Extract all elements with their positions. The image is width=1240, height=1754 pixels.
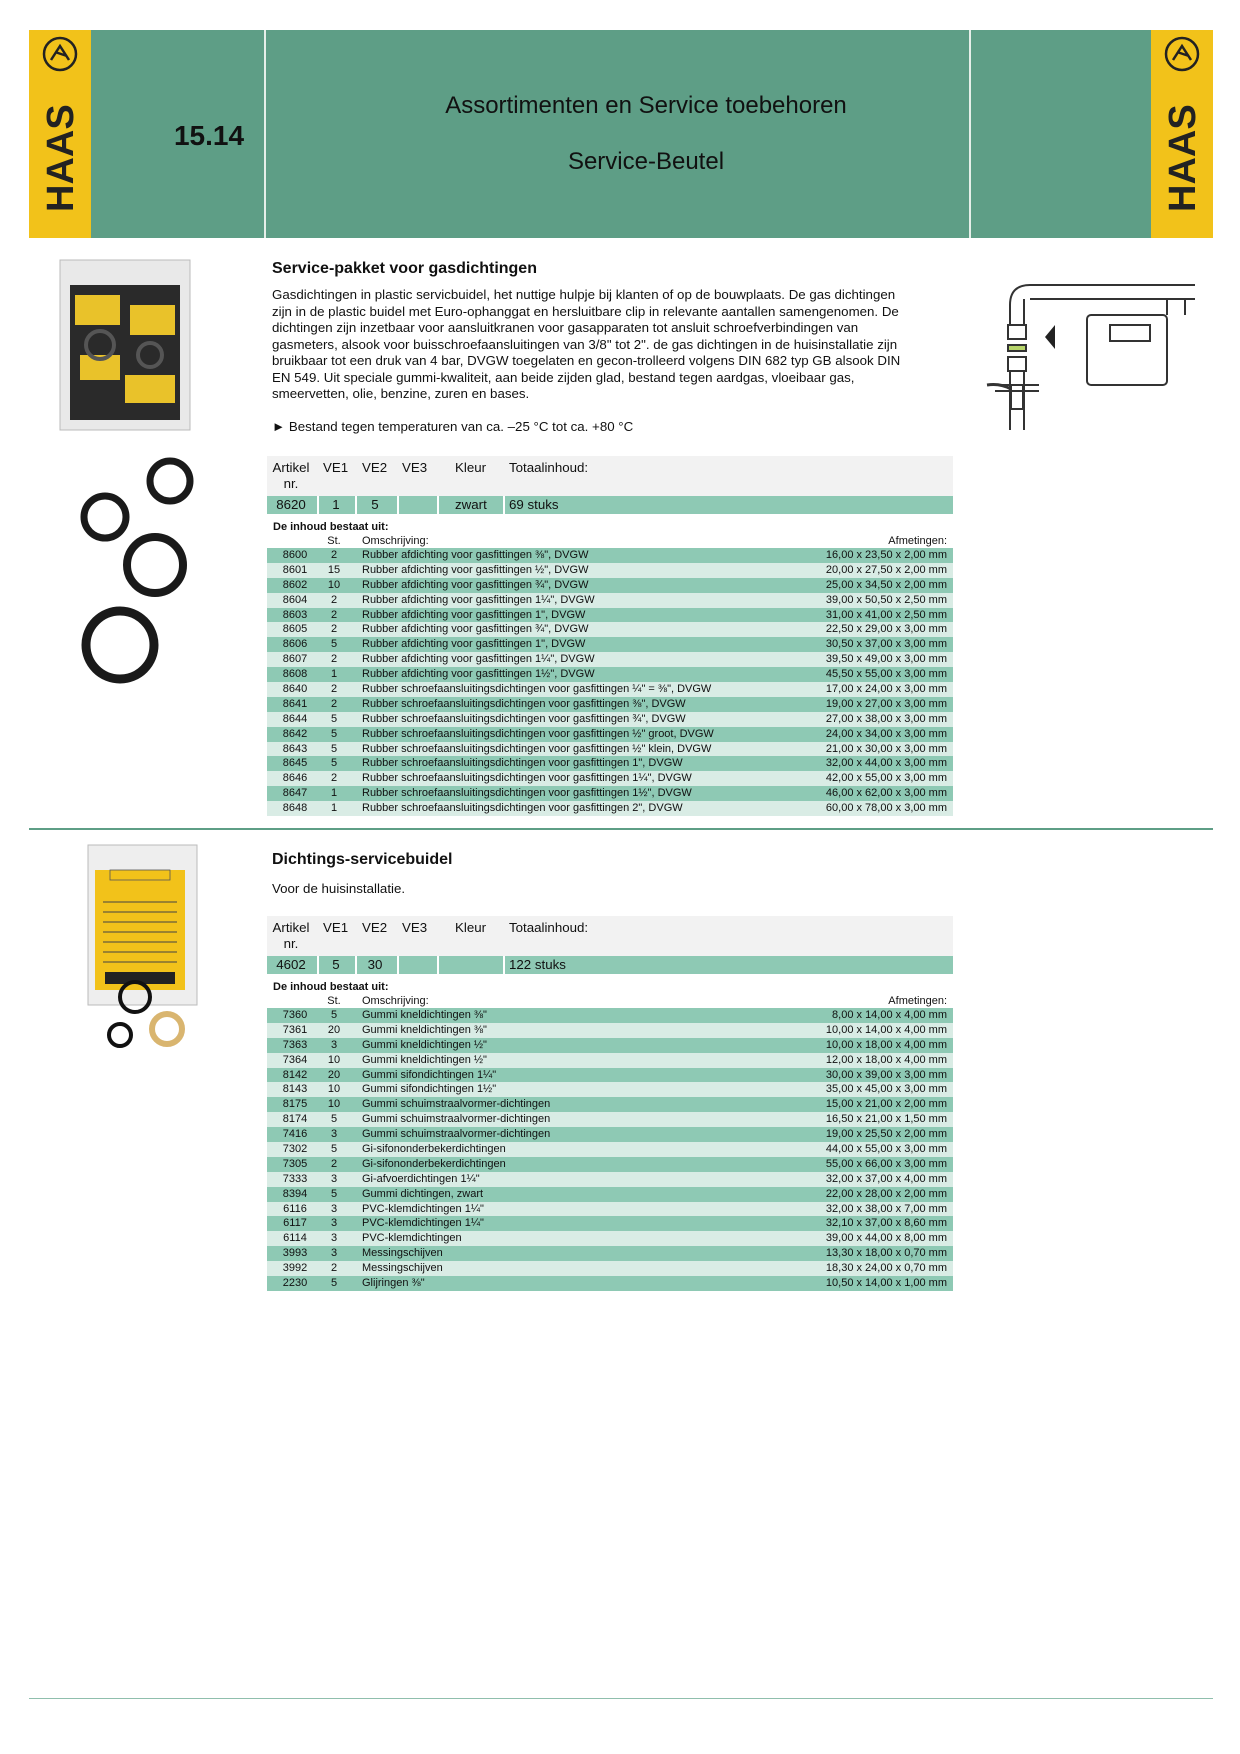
article-row bbox=[267, 956, 953, 974]
col-desc: Omschrijving: bbox=[362, 995, 429, 1007]
item-nr: 8640 bbox=[282, 683, 308, 696]
table-row bbox=[267, 1068, 953, 1083]
table-row bbox=[267, 548, 953, 563]
item-desc: Gummi schuimstraalvormer-dichtingen bbox=[362, 1113, 551, 1126]
item-nr: 7361 bbox=[282, 1023, 308, 1036]
item-dims: 44,00 x 55,00 x 3,00 mm bbox=[825, 1143, 947, 1156]
gasket-bag-photo bbox=[55, 255, 195, 435]
item-qty: 3 bbox=[330, 1172, 338, 1185]
col-qty: St. bbox=[327, 995, 341, 1007]
item-qty: 5 bbox=[330, 727, 338, 740]
item-dims: 32,10 x 37,00 x 8,60 mm bbox=[825, 1217, 947, 1230]
col-ve3: VE3 bbox=[402, 920, 428, 935]
item-dims: 46,00 x 62,00 x 3,00 mm bbox=[825, 787, 947, 800]
item-qty: 5 bbox=[330, 712, 338, 725]
item-desc: Rubber afdichting voor gasfittingen ½", DVGW bbox=[362, 563, 589, 576]
item-qty: 2 bbox=[330, 549, 338, 561]
item-qty: 10 bbox=[327, 578, 341, 591]
item-desc: Rubber schroefaansluitingsdichtingen voor gasfittingen ⅜", DVGW bbox=[362, 697, 686, 710]
gas-meter-diagram bbox=[975, 265, 1205, 440]
item-nr: 8174 bbox=[282, 1113, 308, 1126]
haas-logo-icon bbox=[29, 30, 91, 238]
item-dims: 15,00 x 21,00 x 2,00 mm bbox=[825, 1098, 947, 1111]
item-desc: Rubber afdichting voor gasfittingen 1¼", DVGW bbox=[362, 593, 595, 606]
item-qty: 5 bbox=[330, 1113, 338, 1126]
item-nr: 8606 bbox=[282, 638, 308, 651]
item-desc: Gi-sifononderbekerdichtingen bbox=[362, 1157, 506, 1170]
col-ve1: VE1 bbox=[323, 920, 349, 935]
item-nr: 8143 bbox=[282, 1083, 308, 1096]
item-dims: 13,30 x 18,00 x 0,70 mm bbox=[825, 1247, 947, 1260]
table-row bbox=[267, 622, 953, 637]
col-ve1: VE1 bbox=[323, 460, 349, 475]
item-desc: PVC-klemdichtingen 1¼" bbox=[362, 1202, 484, 1215]
contents-caption: De inhoud bestaat uit: bbox=[273, 521, 389, 533]
item-dims: 35,00 x 45,00 x 3,00 mm bbox=[825, 1083, 947, 1096]
section-description: Gasdichtingen in plastic servicbuidel, het nuttige hulpje bij klanten of op de bouwplaats. De gas dichtingen zijn in de plastic buidel met Euro-ophanggat en hersluitbare clip in relevante aantallen samengenomen. De dichtingen zijn inzetbaar voor aansluitkranen voor gasapparaten tot ansluit schroefverbindingen van gasmeters, alsook voor buisschroefaansluitingen van 3/8" tot 2". de gas dichtingen in de huisinstallatie zijn bruikbaar tot een druk van 4 bar, DVGW toegelaten en gecon-trolleerd volgens DIN 682 typ GB alsook DIN EN 549. Uit speciale gummi-kwaliteit, aan beide zijden glad, bestand tegen aardgas, vloeibaar gas, smeervetten, olie, benzine, zuren en bases. bbox=[272, 287, 901, 401]
item-desc: Rubber schroefaansluitingsdichtingen voor gasfittingen ½" klein, DVGW bbox=[362, 742, 712, 755]
item-desc: Messingschijven bbox=[362, 1247, 443, 1260]
table-row bbox=[267, 1023, 953, 1038]
contents-table bbox=[267, 520, 953, 816]
item-nr: 7363 bbox=[282, 1038, 308, 1051]
item-dims: 45,50 x 55,00 x 3,00 mm bbox=[825, 668, 947, 681]
item-qty: 20 bbox=[327, 1023, 341, 1036]
item-nr: 7416 bbox=[282, 1128, 308, 1141]
item-desc: Gi-sifononderbekerdichtingen bbox=[362, 1143, 506, 1156]
item-qty: 2 bbox=[330, 593, 338, 606]
item-dims: 39,00 x 50,50 x 2,50 mm bbox=[825, 593, 947, 606]
table-row bbox=[267, 1008, 953, 1023]
item-desc: PVC-klemdichtingen bbox=[362, 1232, 462, 1245]
table-row bbox=[267, 1038, 953, 1053]
item-dims: 31,00 x 41,00 x 2,50 mm bbox=[825, 608, 947, 621]
item-desc: Rubber afdichting voor gasfittingen 1¼", DVGW bbox=[362, 653, 595, 666]
service-bag-photo bbox=[85, 842, 200, 1052]
col-qty: St. bbox=[327, 535, 341, 547]
haas-logo-icon bbox=[1151, 30, 1213, 238]
article-total: 69 stuks bbox=[509, 497, 559, 512]
table-row bbox=[267, 727, 953, 742]
item-desc: Rubber schroefaansluitingsdichtingen voor gasfittingen 1¼", DVGW bbox=[362, 772, 692, 785]
item-dims: 16,50 x 21,00 x 1,50 mm bbox=[825, 1113, 947, 1126]
contents-rows bbox=[267, 1008, 953, 1291]
item-nr: 6117 bbox=[283, 1217, 307, 1230]
col-color: Kleur bbox=[455, 920, 487, 935]
item-qty: 2 bbox=[330, 1262, 338, 1275]
table-row bbox=[267, 1261, 953, 1276]
table-row bbox=[267, 801, 953, 816]
article-row bbox=[267, 496, 953, 514]
item-desc: Messingschijven bbox=[362, 1262, 443, 1275]
item-desc: Rubber schroefaansluitingsdichtingen voor gasfittingen 1½", DVGW bbox=[362, 787, 692, 800]
item-dims: 10,00 x 14,00 x 4,00 mm bbox=[825, 1023, 947, 1036]
col-total: Totaalinhoud: bbox=[509, 460, 589, 475]
item-nr: 8645 bbox=[282, 757, 308, 770]
item-qty: 2 bbox=[330, 697, 338, 710]
item-dims: 8,00 x 14,00 x 4,00 mm bbox=[832, 1009, 947, 1021]
item-dims: 10,00 x 18,00 x 4,00 mm bbox=[825, 1038, 947, 1051]
header-divider bbox=[969, 30, 971, 238]
item-dims: 24,00 x 34,00 x 3,00 mm bbox=[825, 727, 947, 740]
item-desc: Gummi sifondichtingen 1½" bbox=[362, 1083, 497, 1096]
item-dims: 20,00 x 27,50 x 2,00 mm bbox=[825, 563, 947, 576]
item-dims: 39,00 x 44,00 x 8,00 mm bbox=[825, 1232, 947, 1245]
item-qty: 1 bbox=[330, 668, 338, 681]
page-title: Assortimenten en Service toebehoren bbox=[445, 92, 847, 119]
article-color: zwart bbox=[455, 497, 487, 512]
col-dims: Afmetingen: bbox=[888, 995, 947, 1007]
item-qty: 3 bbox=[330, 1217, 338, 1230]
table-row bbox=[267, 563, 953, 578]
article-ve1: 5 bbox=[332, 957, 340, 972]
table-row bbox=[267, 1112, 953, 1127]
item-nr: 6116 bbox=[283, 1202, 307, 1215]
item-nr: 6114 bbox=[283, 1232, 307, 1245]
item-qty: 10 bbox=[327, 1098, 341, 1111]
item-qty: 10 bbox=[327, 1083, 341, 1096]
table-row bbox=[267, 667, 953, 682]
table-row bbox=[267, 1142, 953, 1157]
col-ve3: VE3 bbox=[402, 460, 428, 475]
item-desc: Gummi kneldichtingen ½" bbox=[362, 1053, 487, 1066]
item-dims: 10,50 x 14,00 x 1,00 mm bbox=[825, 1277, 947, 1290]
table-row bbox=[267, 786, 953, 801]
table-row bbox=[267, 1157, 953, 1172]
table-row bbox=[267, 1127, 953, 1142]
item-nr: 8175 bbox=[282, 1098, 308, 1111]
table-row bbox=[267, 697, 953, 712]
item-dims: 19,00 x 25,50 x 2,00 mm bbox=[825, 1128, 947, 1141]
table-row bbox=[267, 771, 953, 786]
article-ve1: 1 bbox=[332, 497, 340, 512]
item-qty: 5 bbox=[330, 1187, 338, 1200]
table-row bbox=[267, 1172, 953, 1187]
table-row bbox=[267, 1216, 953, 1231]
article-nr: 4602 bbox=[276, 957, 306, 972]
item-nr: 7360 bbox=[282, 1009, 308, 1021]
page-subtitle: Service-Beutel bbox=[567, 148, 725, 175]
item-nr: 8646 bbox=[282, 772, 308, 785]
item-qty: 3 bbox=[330, 1232, 338, 1245]
item-qty: 5 bbox=[330, 1143, 338, 1156]
item-dims: 32,00 x 37,00 x 4,00 mm bbox=[825, 1172, 947, 1185]
haas-logo-left bbox=[29, 30, 91, 238]
item-desc: Rubber afdichting voor gasfittingen ¾", DVGW bbox=[362, 623, 589, 636]
article-table bbox=[267, 916, 953, 974]
item-nr: 3992 bbox=[282, 1262, 308, 1275]
col-dims: Afmetingen: bbox=[888, 535, 947, 547]
item-dims: 60,00 x 78,00 x 3,00 mm bbox=[825, 802, 947, 815]
item-qty: 2 bbox=[330, 608, 338, 621]
item-dims: 19,00 x 27,00 x 3,00 mm bbox=[825, 697, 947, 710]
item-desc: Gi-afvoerdichtingen 1¼" bbox=[362, 1172, 480, 1185]
item-desc: Rubber afdichting voor gasfittingen 1", DVGW bbox=[362, 608, 586, 621]
item-qty: 5 bbox=[330, 638, 338, 651]
item-nr: 8394 bbox=[282, 1187, 308, 1200]
table-row bbox=[267, 593, 953, 608]
item-desc: Gummi kneldichtingen ½" bbox=[362, 1038, 487, 1051]
item-qty: 10 bbox=[327, 1053, 341, 1066]
section-title: Service-pakket voor gasdichtingen bbox=[272, 260, 537, 277]
item-desc: Glijringen ⅜" bbox=[362, 1277, 425, 1290]
item-nr: 2230 bbox=[282, 1277, 308, 1290]
item-qty: 3 bbox=[330, 1128, 338, 1141]
item-nr: 7333 bbox=[282, 1172, 308, 1185]
item-dims: 42,00 x 55,00 x 3,00 mm bbox=[825, 772, 947, 785]
item-nr: 8644 bbox=[282, 712, 308, 725]
item-desc: Rubber afdichting voor gasfittingen 1½", DVGW bbox=[362, 668, 595, 681]
item-desc: Rubber afdichting voor gasfittingen 1", DVGW bbox=[362, 638, 586, 651]
item-desc: Rubber schroefaansluitingsdichtingen voor gasfittingen 1", DVGW bbox=[362, 757, 683, 770]
article-ve2: 5 bbox=[371, 497, 379, 512]
item-nr: 8602 bbox=[282, 578, 308, 591]
item-dims: 32,00 x 38,00 x 7,00 mm bbox=[825, 1202, 947, 1215]
table-row bbox=[267, 682, 953, 697]
table-row bbox=[267, 1187, 953, 1202]
table-row bbox=[267, 1231, 953, 1246]
chapter-number: 15.14 bbox=[173, 120, 245, 151]
item-nr: 8642 bbox=[282, 727, 308, 740]
item-nr: 7364 bbox=[282, 1053, 308, 1066]
item-qty: 2 bbox=[330, 772, 338, 785]
item-desc: Gummi schuimstraalvormer-dichtingen bbox=[362, 1128, 551, 1141]
col-ve2: VE2 bbox=[362, 460, 388, 475]
article-nr: 8620 bbox=[276, 497, 306, 512]
item-dims: 30,00 x 39,00 x 3,00 mm bbox=[825, 1068, 947, 1081]
item-dims: 12,00 x 18,00 x 4,00 mm bbox=[825, 1053, 947, 1066]
table-row bbox=[267, 1276, 953, 1291]
table-row bbox=[267, 1053, 953, 1068]
item-dims: 17,00 x 24,00 x 3,00 mm bbox=[825, 683, 947, 696]
item-nr: 7302 bbox=[282, 1143, 308, 1156]
item-dims: 27,00 x 38,00 x 3,00 mm bbox=[825, 712, 947, 725]
item-desc: Rubber afdichting voor gasfittingen ⅜", DVGW bbox=[362, 549, 589, 561]
table-row bbox=[267, 1246, 953, 1261]
item-nr: 8601 bbox=[282, 563, 308, 576]
item-desc: Gummi schuimstraalvormer-dichtingen bbox=[362, 1098, 551, 1111]
item-nr: 7305 bbox=[282, 1157, 308, 1170]
item-dims: 22,00 x 28,00 x 2,00 mm bbox=[825, 1187, 947, 1200]
item-desc: Gummi kneldichtingen ⅜" bbox=[362, 1023, 487, 1036]
table-row bbox=[267, 1202, 953, 1217]
item-nr: 8648 bbox=[282, 802, 308, 815]
table-row bbox=[267, 652, 953, 667]
article-table bbox=[267, 456, 953, 514]
item-nr: 8647 bbox=[282, 787, 308, 800]
table-row bbox=[267, 637, 953, 652]
table-row bbox=[267, 1097, 953, 1112]
item-nr: 8604 bbox=[282, 593, 308, 606]
item-nr: 8641 bbox=[282, 697, 308, 710]
item-dims: 18,30 x 24,00 x 0,70 mm bbox=[825, 1262, 947, 1275]
svg-text:HAAS: HAAS bbox=[40, 104, 82, 212]
item-nr: 8608 bbox=[282, 668, 308, 681]
item-dims: 30,50 x 37,00 x 3,00 mm bbox=[825, 638, 947, 651]
item-desc: Rubber schroefaansluitingsdichtingen voor gasfittingen ½" groot, DVGW bbox=[362, 727, 714, 740]
gasket-rings-image bbox=[75, 455, 205, 685]
item-nr: 8605 bbox=[282, 623, 308, 636]
page-header bbox=[29, 30, 1213, 238]
table-row bbox=[267, 608, 953, 623]
item-dims: 25,00 x 34,50 x 2,00 mm bbox=[825, 578, 947, 591]
item-nr: 8600 bbox=[282, 549, 308, 561]
item-qty: 5 bbox=[330, 1009, 338, 1021]
col-article-nr: Artikel nr. bbox=[272, 920, 310, 951]
item-qty: 2 bbox=[330, 653, 338, 666]
contents-col-headers bbox=[267, 994, 953, 1008]
article-table-header bbox=[267, 916, 953, 956]
table-row bbox=[267, 1082, 953, 1097]
section-divider bbox=[29, 828, 1213, 830]
item-qty: 3 bbox=[330, 1247, 338, 1260]
item-desc: Rubber schroefaansluitingsdichtingen voor gasfittingen 2", DVGW bbox=[362, 802, 683, 815]
item-desc: Rubber afdichting voor gasfittingen ¾", DVGW bbox=[362, 578, 589, 591]
item-qty: 1 bbox=[330, 787, 338, 800]
item-nr: 8603 bbox=[282, 608, 308, 621]
contents-table bbox=[267, 980, 953, 1291]
section-title: Dichtings-servicebuidel bbox=[272, 851, 453, 868]
table-row bbox=[267, 712, 953, 727]
item-nr: 3993 bbox=[282, 1247, 308, 1260]
item-qty: 5 bbox=[330, 1277, 338, 1290]
item-qty: 15 bbox=[327, 563, 341, 576]
item-dims: 32,00 x 44,00 x 3,00 mm bbox=[825, 757, 947, 770]
item-dims: 16,00 x 23,50 x 2,00 mm bbox=[825, 549, 947, 561]
item-dims: 21,00 x 30,00 x 3,00 mm bbox=[825, 742, 947, 755]
col-article-nr: Artikel nr. bbox=[272, 460, 310, 491]
item-desc: Rubber schroefaansluitingsdichtingen voor gasfittingen ¾", DVGW bbox=[362, 712, 686, 725]
col-ve2: VE2 bbox=[362, 920, 388, 935]
item-qty: 5 bbox=[330, 742, 338, 755]
contents-col-headers bbox=[267, 534, 953, 548]
col-color: Kleur bbox=[455, 460, 487, 475]
haas-logo-right bbox=[1151, 30, 1213, 238]
svg-text:HAAS: HAAS bbox=[1162, 104, 1204, 212]
item-qty: 2 bbox=[330, 623, 338, 636]
item-desc: PVC-klemdichtingen 1¼" bbox=[362, 1217, 484, 1230]
item-nr: 8643 bbox=[282, 742, 308, 755]
table-row bbox=[267, 742, 953, 757]
item-qty: 1 bbox=[330, 802, 338, 815]
item-nr: 8142 bbox=[282, 1068, 308, 1081]
item-desc: Gummi kneldichtingen ⅜" bbox=[362, 1009, 487, 1021]
footer-divider bbox=[29, 1698, 1213, 1699]
item-dims: 22,50 x 29,00 x 3,00 mm bbox=[825, 623, 947, 636]
item-desc: Gummi dichtingen, zwart bbox=[362, 1187, 484, 1200]
item-desc: Gummi sifondichtingen 1¼" bbox=[362, 1068, 497, 1081]
item-dims: 39,50 x 49,00 x 3,00 mm bbox=[825, 653, 947, 666]
item-nr: 8607 bbox=[282, 653, 308, 666]
article-total: 122 stuks bbox=[509, 957, 566, 972]
article-ve2: 30 bbox=[367, 957, 383, 972]
section-description: Voor de huisinstallatie. bbox=[272, 881, 406, 896]
temperature-note: ► Bestand tegen temperaturen van ca. –25 °C tot ca. +80 °C bbox=[272, 419, 634, 434]
col-total: Totaalinhoud: bbox=[509, 920, 589, 935]
table-row bbox=[267, 578, 953, 593]
col-desc: Omschrijving: bbox=[362, 535, 429, 547]
contents-caption: De inhoud bestaat uit: bbox=[273, 981, 389, 993]
item-qty: 3 bbox=[330, 1202, 338, 1215]
contents-rows bbox=[267, 548, 953, 816]
item-desc: Rubber schroefaansluitingsdichtingen voor gasfittingen ¼" = ⅜", DVGW bbox=[362, 683, 712, 696]
item-qty: 5 bbox=[330, 757, 338, 770]
item-dims: 55,00 x 66,00 x 3,00 mm bbox=[825, 1157, 947, 1170]
item-qty: 2 bbox=[330, 1157, 338, 1170]
item-qty: 3 bbox=[330, 1038, 338, 1051]
article-table-header bbox=[267, 456, 953, 496]
table-row bbox=[267, 756, 953, 771]
item-qty: 20 bbox=[327, 1068, 341, 1081]
item-qty: 2 bbox=[330, 683, 338, 696]
